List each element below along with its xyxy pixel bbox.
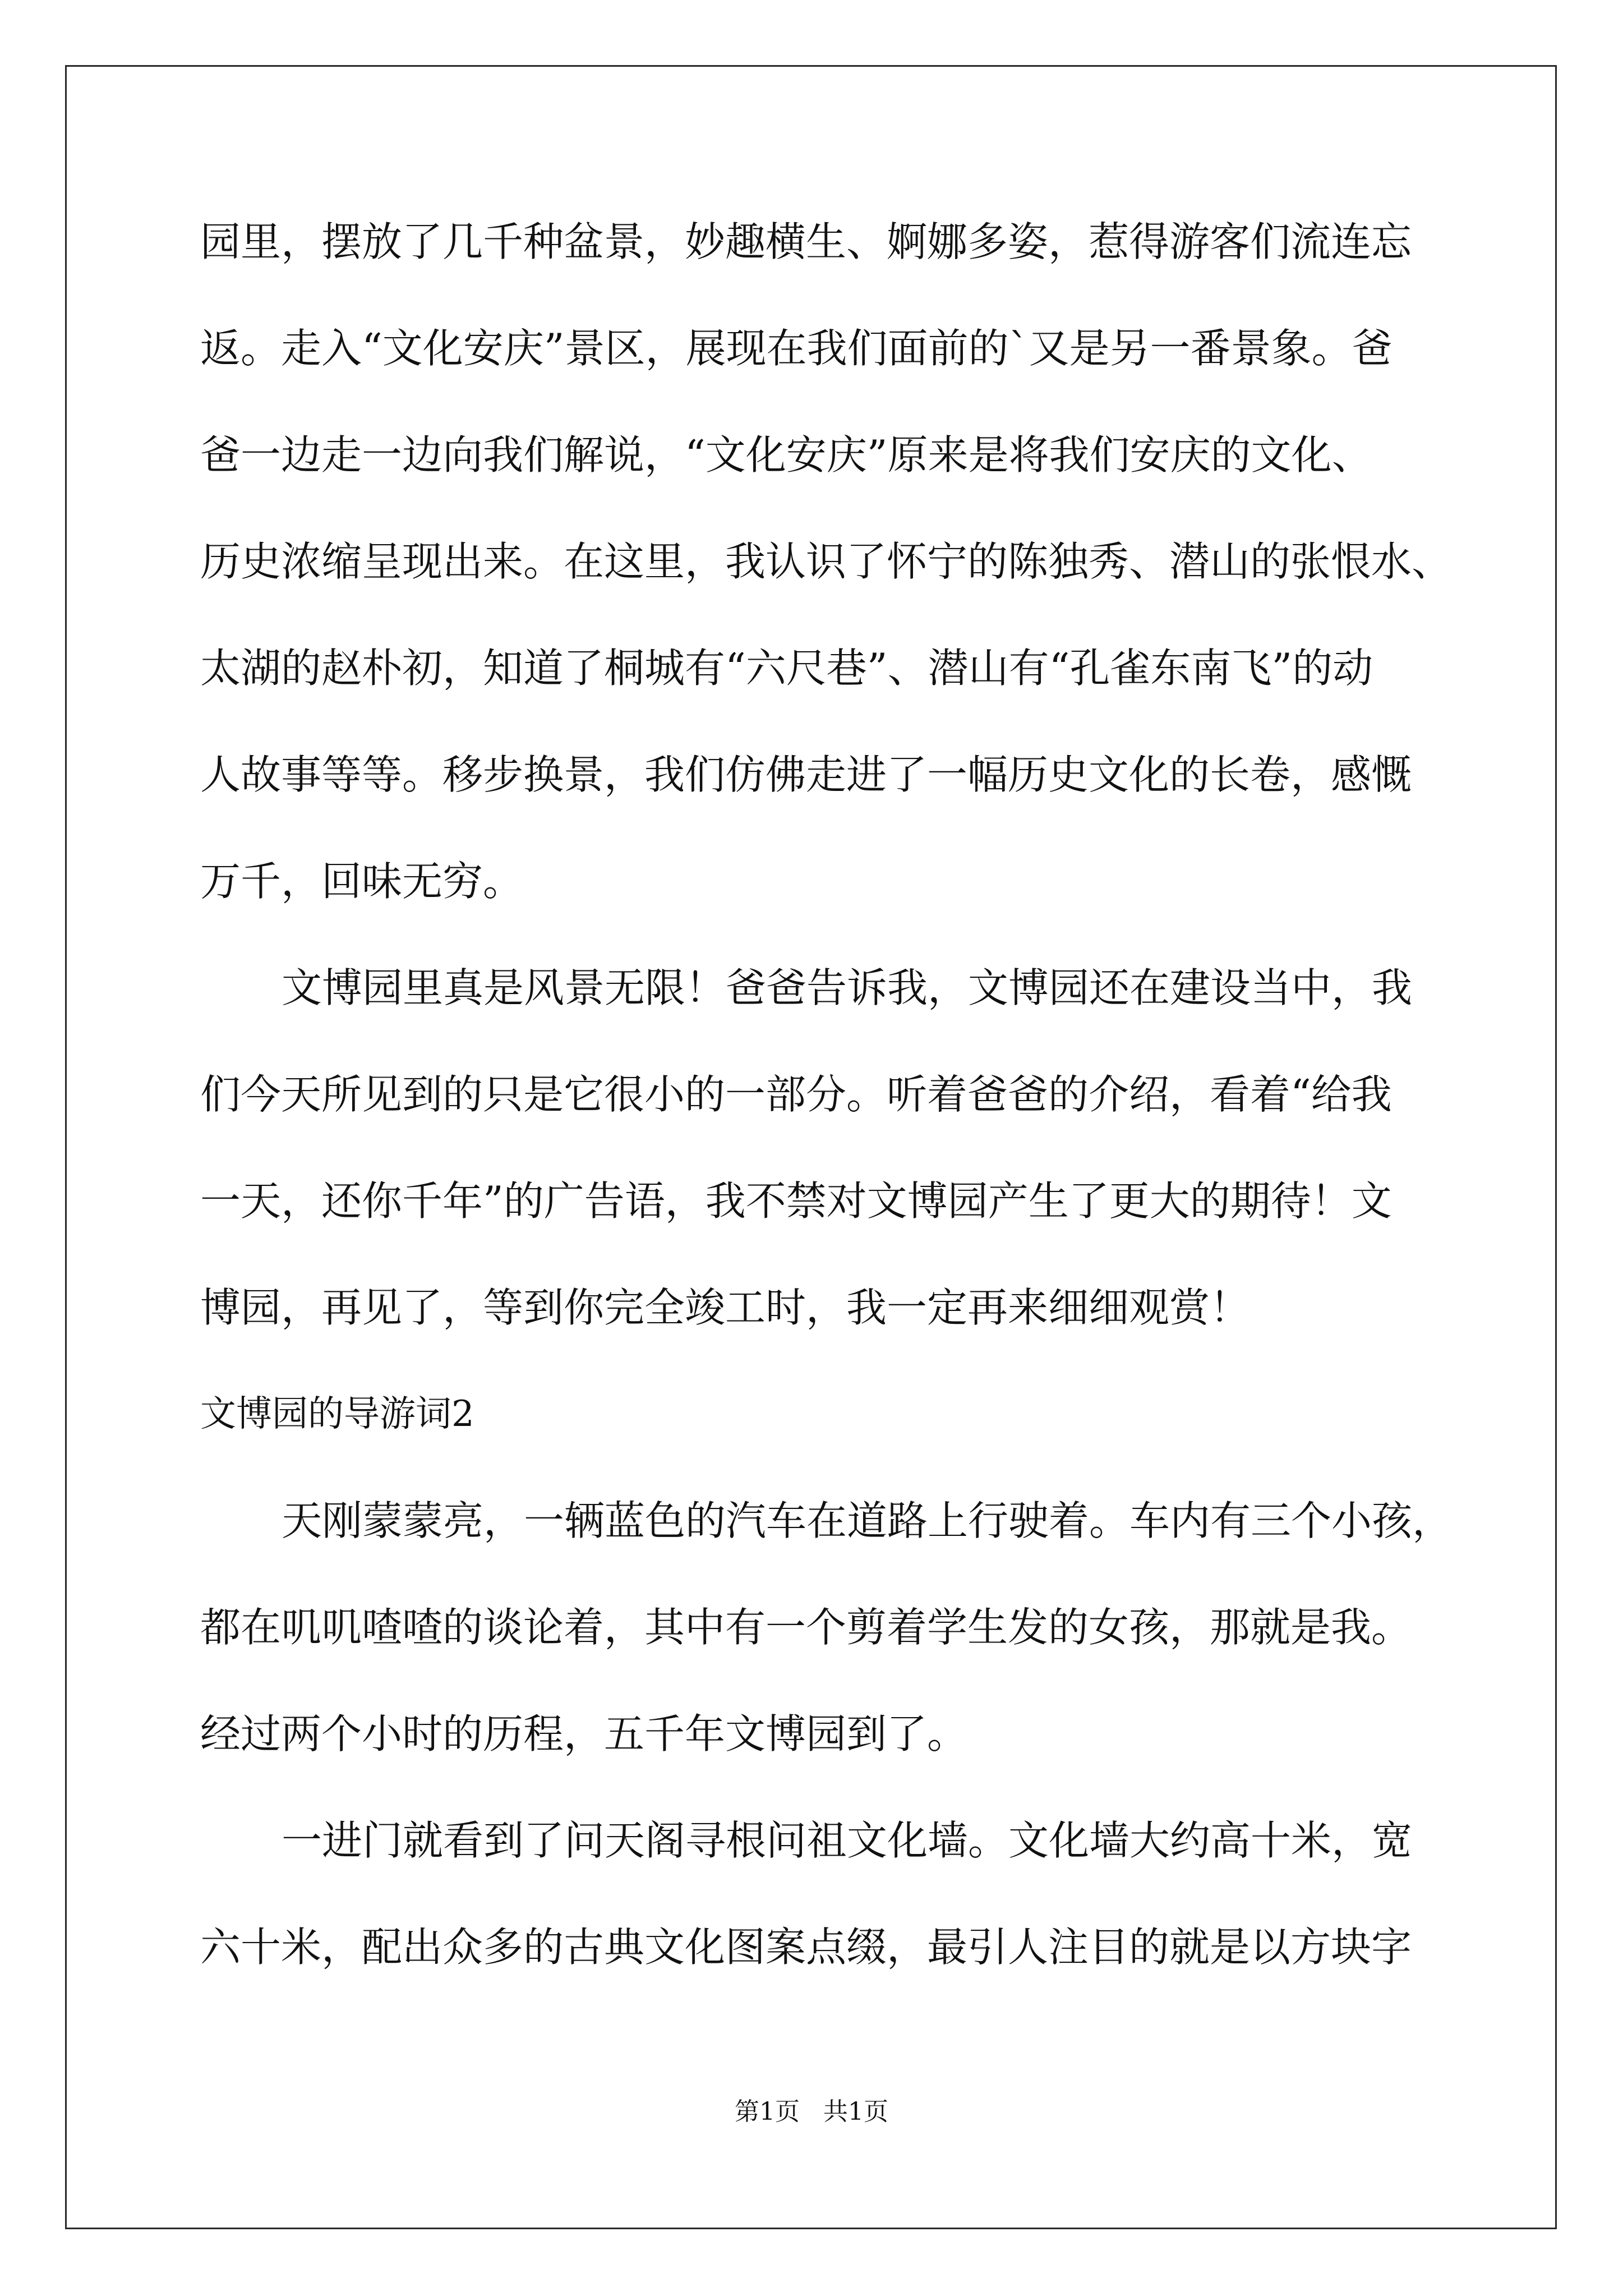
- text-line: 都在叽叽喳喳的谈论着，其中有一个剪着学生发的女孩，那就是我。: [200, 1604, 1412, 1651]
- section-heading: 文博园的导游词2: [200, 1393, 474, 1435]
- text-line: 人故事等等。移步换景，我们仿佛走进了一幅历史文化的长卷，感慨: [200, 751, 1412, 798]
- text-line: 太湖的赵朴初，知道了桐城有“六尺巷”、潜山有“孔雀东南飞”的动: [200, 645, 1373, 692]
- text-line: 六十米，配出众多的古典文化图案点缀，最引人注目的就是以方块字: [200, 1924, 1412, 1971]
- paragraph-first-line: 天刚蒙蒙亮，一辆蓝色的汽车在道路上行驶着。车内有三个小孩，: [282, 1497, 1453, 1544]
- text-line: 爸一边走一边向我们解说，“文化安庆”原来是将我们安庆的文化、: [200, 431, 1372, 478]
- page-footer: 第1页 共1页: [735, 2097, 888, 2126]
- paragraph-first-line: 一进门就看到了问天阁寻根问祖文化墙。文化墙大约高十米，宽: [282, 1817, 1413, 1864]
- text-line: 们今天所见到的只是它很小的一部分。听着爸爸的介绍，看着“给我: [200, 1071, 1392, 1118]
- text-line: 万千，回味无穷。: [200, 858, 524, 905]
- text-line: 历史浓缩呈现出来。在这里，我认识了怀宁的陈独秀、潜山的张恨水、: [200, 538, 1453, 585]
- text-line: 经过两个小时的历程，五千年文博园到了。: [200, 1710, 968, 1757]
- text-line: 一天，还你千年”的广告语，我不禁对文博园产生了更大的期待！文: [200, 1177, 1392, 1225]
- text-line: 园里，摆放了几千种盆景，妙趣横生、婀娜多姿，惹得游客们流连忘: [200, 218, 1412, 265]
- text-line: 博园，再见了，等到你完全竣工时，我一定再来细细观赏！: [200, 1284, 1251, 1331]
- text-line: 返。走入“文化安庆”景区，展现在我们面前的`又是另一番景象。爸: [200, 325, 1393, 372]
- page-border: [65, 65, 1557, 2229]
- paragraph-first-line: 文博园里真是风景无限！爸爸告诉我，文博园还在建设当中，我: [282, 964, 1413, 1011]
